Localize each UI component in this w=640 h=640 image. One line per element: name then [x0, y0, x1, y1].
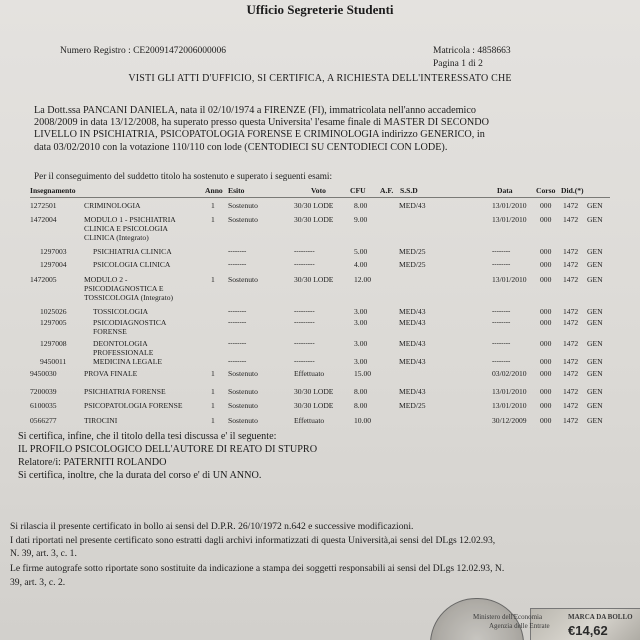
matricola-number: Matricola : 4858663: [433, 46, 511, 56]
header-anno: Anno: [205, 186, 223, 195]
exam-ssd: MED/43: [399, 339, 426, 348]
footer-line: Si rilascia il presente certificato in bollo ai sensi del D.P.R. 26/10/1972 n.642 e successive modificazioni.: [10, 521, 414, 532]
exam-did: 1472: [563, 357, 579, 366]
exam-gen: GEN: [587, 416, 603, 425]
exam-gen: GEN: [587, 247, 603, 256]
exam-name: CLINICA E PSICOLOGIA: [84, 224, 168, 233]
exam-year: 1: [211, 387, 215, 396]
exam-name: PROVA FINALE: [84, 369, 138, 378]
exam-name: PSICHIATRIA FORENSE: [84, 387, 166, 396]
exam-grade: 30/30 LODE: [294, 215, 334, 224]
exam-date: 13/01/2010: [492, 215, 527, 224]
exam-gen: GEN: [587, 275, 603, 284]
exam-outcome: --------: [228, 308, 247, 315]
exam-cfu: 10.00: [354, 416, 372, 425]
header-voto: Voto: [311, 186, 326, 195]
exam-did: 1472: [563, 215, 579, 224]
exam-code: 1272501: [30, 201, 57, 210]
paragraph-line: LIVELLO IN PSICHIATRIA, PSICOPATOLOGIA FORENSE E CRIMINOLOGIA indirizzo GENERICO, in: [34, 129, 485, 141]
exam-cfu: 12.00: [354, 275, 372, 284]
exam-outcome: Sostenuto: [228, 369, 258, 378]
exam-year: 1: [211, 416, 215, 425]
exam-code: 1472005: [30, 275, 57, 284]
exam-outcome: --------: [228, 248, 247, 255]
stamp-marca: MARCA DA BOLLO: [568, 613, 633, 621]
exam-did: 1472: [563, 369, 579, 378]
exam-name: CLINICA (Integrato): [84, 233, 149, 242]
footer-line: 39, art. 3, c. 2.: [10, 577, 66, 588]
exam-year: 1: [211, 275, 215, 284]
exam-corso: 000: [540, 387, 552, 396]
exam-grade: ---------: [294, 319, 315, 326]
exam-name: TIROCINI: [84, 416, 118, 425]
header-esito: Esito: [228, 186, 245, 195]
stamp-price: €14,62: [568, 623, 608, 638]
exam-date: --------: [492, 261, 511, 268]
exam-gen: GEN: [587, 201, 603, 210]
exam-cfu: 4.00: [354, 260, 368, 269]
exam-gen: GEN: [587, 357, 603, 366]
exam-code: 7200039: [30, 387, 57, 396]
exam-code: 1297003: [40, 247, 67, 256]
exam-cfu: 8.00: [354, 387, 368, 396]
exam-grade: 30/30 LODE: [294, 275, 334, 284]
exam-name: MEDICINA LEGALE: [93, 357, 162, 366]
exam-date: 13/01/2010: [492, 275, 527, 284]
exam-grade: Effettuato: [294, 416, 325, 425]
paragraph-line: 2008/2009 in data 13/12/2008, ha superato presso questa Universita' l'esame finale di MASTER DI SECONDO: [34, 117, 489, 129]
exam-code: 1297005: [40, 318, 67, 327]
footer-line: Le firme autografe sotto riportate sono sostituite da indicazione a stampa dei soggetti responsabili ai sensi del DLgs 12.02.93, N.: [10, 563, 505, 574]
exam-name: FORENSE: [93, 327, 127, 336]
exam-corso: 000: [540, 201, 552, 210]
exam-did: 1472: [563, 387, 579, 396]
certification-paragraph: [34, 105, 634, 154]
exam-gen: GEN: [587, 307, 603, 316]
exam-cfu: 3.00: [354, 357, 368, 366]
header-ssd: S.S.D: [400, 186, 418, 195]
exam-date: --------: [492, 340, 511, 347]
exam-did: 1472: [563, 416, 579, 425]
header-data: Data: [497, 186, 513, 195]
exam-name: PSICOPATOLOGIA FORENSE: [84, 401, 183, 410]
exam-ssd: MED/25: [399, 260, 426, 269]
exam-name: DEONTOLOGIA: [93, 339, 148, 348]
exam-gen: GEN: [587, 215, 603, 224]
exam-date: 13/01/2010: [492, 201, 527, 210]
exam-did: 1472: [563, 307, 579, 316]
exam-corso: 000: [540, 307, 552, 316]
exam-code: 1297008: [40, 339, 67, 348]
exam-name: PSICOLOGIA CLINICA: [93, 260, 171, 269]
thesis-intro: Si certifica, infine, che il titolo della tesi discussa e' il seguente:: [18, 431, 277, 442]
exam-did: 1472: [563, 247, 579, 256]
exam-cfu: 8.00: [354, 201, 368, 210]
paragraph-line: La Dott.ssa PANCANI DANIELA, nata il 02/10/1974 a FIRENZE (FI), immatricolata nell'anno accademico: [34, 105, 476, 116]
exam-ssd: MED/43: [399, 307, 426, 316]
header-did: Did.(*): [561, 186, 584, 195]
exam-name: CRIMINOLOGIA: [84, 201, 141, 210]
exam-date: 03/02/2010: [492, 369, 527, 378]
exam-ssd: MED/25: [399, 247, 426, 256]
stamp-ministry: Ministero dell'Economia: [473, 613, 543, 621]
exam-grade: 30/30 LODE: [294, 401, 334, 410]
office-title: Ufficio Segreterie Studenti: [246, 2, 394, 17]
exam-name: PSICODIAGNOSTICA: [93, 318, 167, 327]
exam-cfu: 3.00: [354, 318, 368, 327]
exam-cfu: 5.00: [354, 247, 368, 256]
exam-grade: 30/30 LODE: [294, 201, 334, 210]
registry-number: Numero Registro : CE20091472006000006: [60, 46, 226, 56]
exam-code: 9450030: [30, 369, 57, 378]
exam-date: 30/12/2009: [492, 416, 527, 425]
exam-corso: 000: [540, 275, 552, 284]
exam-date: --------: [492, 248, 511, 255]
exam-name: TOSSICOLOGIA: [93, 307, 149, 316]
exam-cfu: 8.00: [354, 401, 368, 410]
exam-code: 1472004: [30, 215, 57, 224]
exam-date: --------: [492, 308, 511, 315]
exam-name: PSICODIAGNOSTICA E: [84, 284, 164, 293]
exam-gen: GEN: [587, 260, 603, 269]
exam-gen: GEN: [587, 369, 603, 378]
exam-did: 1472: [563, 201, 579, 210]
exam-corso: 000: [540, 369, 552, 378]
exam-corso: 000: [540, 416, 552, 425]
exam-year: 1: [211, 401, 215, 410]
exam-did: 1472: [563, 339, 579, 348]
exam-name: PROFESSIONALE: [93, 348, 154, 357]
exam-grade: ---------: [294, 340, 315, 347]
exam-outcome: Sostenuto: [228, 416, 258, 425]
exam-code: 1025026: [40, 307, 67, 316]
exam-corso: 000: [540, 357, 552, 366]
exam-year: 1: [211, 215, 215, 224]
exam-ssd: MED/43: [399, 357, 426, 366]
exam-gen: GEN: [587, 318, 603, 327]
exam-grade: ---------: [294, 248, 315, 255]
exam-outcome: --------: [228, 340, 247, 347]
exam-outcome: --------: [228, 319, 247, 326]
exam-date: --------: [492, 358, 511, 365]
exam-outcome: Sostenuto: [228, 215, 258, 224]
exam-corso: 000: [540, 260, 552, 269]
exam-year: 1: [211, 369, 215, 378]
header-rule: [30, 197, 610, 198]
exam-date: --------: [492, 319, 511, 326]
certification-heading: VISTI GLI ATTI D'UFFICIO, SI CERTIFICA, A RICHIESTA DELL'INTERESSATO CHE: [128, 73, 512, 84]
exam-outcome: Sostenuto: [228, 387, 258, 396]
exam-gen: GEN: [587, 339, 603, 348]
exam-year: 1: [211, 201, 215, 210]
exam-did: 1472: [563, 318, 579, 327]
page-indicator: Pagina 1 di 2: [433, 59, 483, 69]
exam-corso: 000: [540, 339, 552, 348]
header-corso: Corso: [536, 186, 556, 195]
exam-corso: 000: [540, 401, 552, 410]
exam-cfu: 15.00: [354, 369, 372, 378]
header-af: A.F.: [380, 186, 394, 195]
exam-grade: Effettuato: [294, 369, 325, 378]
exam-ssd: MED/43: [399, 318, 426, 327]
exam-corso: 000: [540, 247, 552, 256]
exam-outcome: --------: [228, 358, 247, 365]
exam-name: MODULO 2 -: [84, 275, 128, 284]
exam-code: 6100035: [30, 401, 57, 410]
thesis-relatore: Relatore/i: PATERNITI ROLANDO: [18, 457, 167, 468]
exam-grade: ---------: [294, 261, 315, 268]
exam-outcome: Sostenuto: [228, 275, 258, 284]
exam-outcome: --------: [228, 261, 247, 268]
exam-name: MODULO 1 - PSICHIATRIA: [84, 215, 176, 224]
exam-cfu: 9.00: [354, 215, 368, 224]
exam-ssd: MED/43: [399, 201, 426, 210]
paragraph-line: data 03/02/2010 con la votazione 110/110 con lode (CENTODIECI SU CENTODIECI CON LODE).: [34, 141, 448, 153]
exam-ssd: MED/25: [399, 401, 426, 410]
exam-cfu: 3.00: [354, 307, 368, 316]
exam-corso: 000: [540, 215, 552, 224]
exam-did: 1472: [563, 260, 579, 269]
exam-name: TOSSICOLOGIA (Integrato): [84, 293, 174, 302]
exam-ssd: MED/43: [399, 387, 426, 396]
exam-gen: GEN: [587, 401, 603, 410]
course-duration: Si certifica, inoltre, che la durata del corso e' di UN ANNO.: [18, 470, 262, 481]
exam-code: 1297004: [40, 260, 67, 269]
exam-outcome: Sostenuto: [228, 201, 258, 210]
thesis-title: IL PROFILO PSICOLOGICO DELL'AUTORE DI REATO DI STUPRO: [18, 444, 318, 455]
exam-name: PSICHIATRIA CLINICA: [93, 247, 172, 256]
exam-date: 13/01/2010: [492, 401, 527, 410]
footer-line: I dati riportati nel presente certificato sono estratti dagli archivi informatizzati di questa Università,ai sensi del DLgs 12.02.93,: [10, 535, 496, 546]
exam-corso: 000: [540, 318, 552, 327]
exam-did: 1472: [563, 275, 579, 284]
exam-outcome: Sostenuto: [228, 401, 258, 410]
header-cfu: CFU: [350, 186, 366, 195]
exam-code: 9450011: [40, 357, 67, 366]
exam-grade: 30/30 LODE: [294, 387, 334, 396]
exam-code: 0566277: [30, 416, 57, 425]
exam-gen: GEN: [587, 387, 603, 396]
exams-intro: Per il conseguimento del suddetto titolo ha sostenuto e superato i seguenti esami:: [34, 171, 333, 181]
exam-grade: ---------: [294, 308, 315, 315]
footer-line: N. 39, art. 3, c. 1.: [10, 548, 77, 559]
header-insegnamento: Insegnamento: [30, 186, 76, 195]
stamp-agency: Agenzia delle Entrate: [489, 622, 550, 630]
exam-grade: ---------: [294, 358, 315, 365]
exam-cfu: 3.00: [354, 339, 368, 348]
exam-date: 13/01/2010: [492, 387, 527, 396]
exam-did: 1472: [563, 401, 579, 410]
